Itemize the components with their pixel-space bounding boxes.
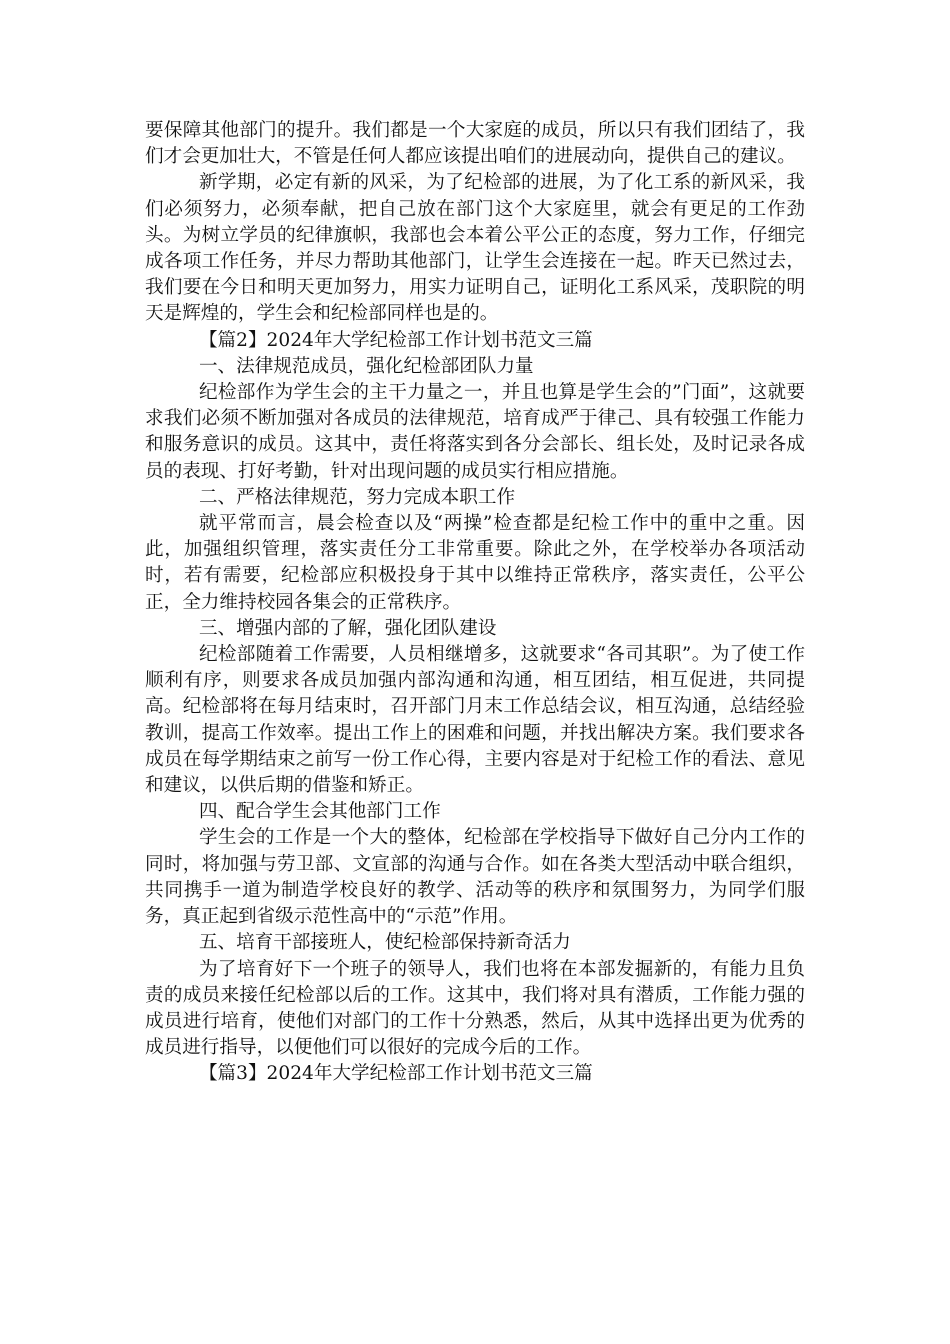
- document-body: [145, 118, 805, 1088]
- paragraph-1: 纪检部作为学生会的主干力量之一，并且也算是学生会的”门面”，这就要求我们必须不断加强对各成员的法律规范，培育成严于律己、具有较强工作能力和服务意识的成员。这其中，责任将落实到各分会部长、组长处，及时记录各成员的表现、打好考勤，针对出现问题的成员实行相应措施。: [145, 382, 805, 482]
- heading-5: 五、培育干部接班人，使纪检部保持新奇活力: [198, 932, 571, 954]
- section-title-part3: 【篇3】2024年大学纪检部工作计划书范文三篇: [198, 1063, 593, 1085]
- heading-3: 三、增强内部的了解，强化团队建设: [198, 617, 497, 639]
- heading-4: 四、配合学生会其他部门工作: [198, 801, 441, 823]
- paragraph-2: 就平常而言，晨会检查以及“两操”检查都是纪检工作中的重中之重。因此，加强组织管理，落实责任分工非常重要。除此之外，在学校举办各项活动时，若有需要，纪检部应积极投身于其中以维持正常秩序，落实责任，公平公正，全力维持校园各集会的正常秩序。: [145, 513, 805, 613]
- section-title-part2: 【篇2】2024年大学纪检部工作计划书范文三篇: [198, 329, 593, 351]
- paragraph-new-semester: 新学期，必定有新的风采，为了纪检部的进展，为了化工系的新风采，我们必须努力，必须奉献，把自己放在部门这个大家庭里，就会有更足的工作劲头。为树立学员的纪律旗帜，我部也会本着公平公正的态度，努力工作，仔细完成各项工作任务，并尽力帮助其他部门，让学生会连接在一起。昨天已然过去，我们要在今日和明天更加努力，用实力证明自己，证明化工系风采，茂职院的明天是辉煌的，学生会和纪检部同样也是的。: [145, 172, 805, 325]
- paragraph-3: 纪检部随着工作需要，人员相继增多，这就要求“各司其职”。为了使工作顺利有序，则要求各成员加强内部沟通和沟通，相互团结，相互促进，共同提高。纪检部将在每月结束时，召开部门月末工作总结会议，相互沟通，总结经验教训，提高工作效率。提出工作上的困难和问题，并找出解决方案。我们要求各成员在每学期结束之前写一份工作心得，主要内容是对于纪检工作的看法、意见和建议，以供后期的借鉴和矫正。: [145, 644, 805, 797]
- paragraph-5: 为了培育好下一个班子的领导人，我们也将在本部发掘新的，有能力且负责的成员来接任纪检部以后的工作。这其中，我们将对具有潜质，工作能力强的成员进行培育，使他们对部门的工作十分熟悉，然后，从其中选择出更为优秀的成员进行指导，以便他们可以很好的完成今后的工作。: [145, 958, 805, 1059]
- paragraph-4: 学生会的工作是一个大的整体，纪检部在学校指导下做好自己分内工作的同时，将加强与劳卫部、文宣部的沟通与合作。如在各类大型活动中联合组织，共同携手一道为制造学校良好的教学、活动等的秩序和氛围努力，为同学们服务，真正起到省级示范性高中的“示范”作用。: [145, 827, 805, 928]
- heading-1: 一、法律规范成员，强化纪检部团队力量: [198, 355, 534, 377]
- heading-2: 二、严格法律规范，努力完成本职工作: [198, 486, 516, 508]
- paragraph-continuation: 要保障其他部门的提升。我们都是一个大家庭的成员，所以只有我们团结了，我们才会更加壮大，不管是任何人都应该提出咱们的进展动向，提供自己的建议。: [145, 120, 805, 168]
